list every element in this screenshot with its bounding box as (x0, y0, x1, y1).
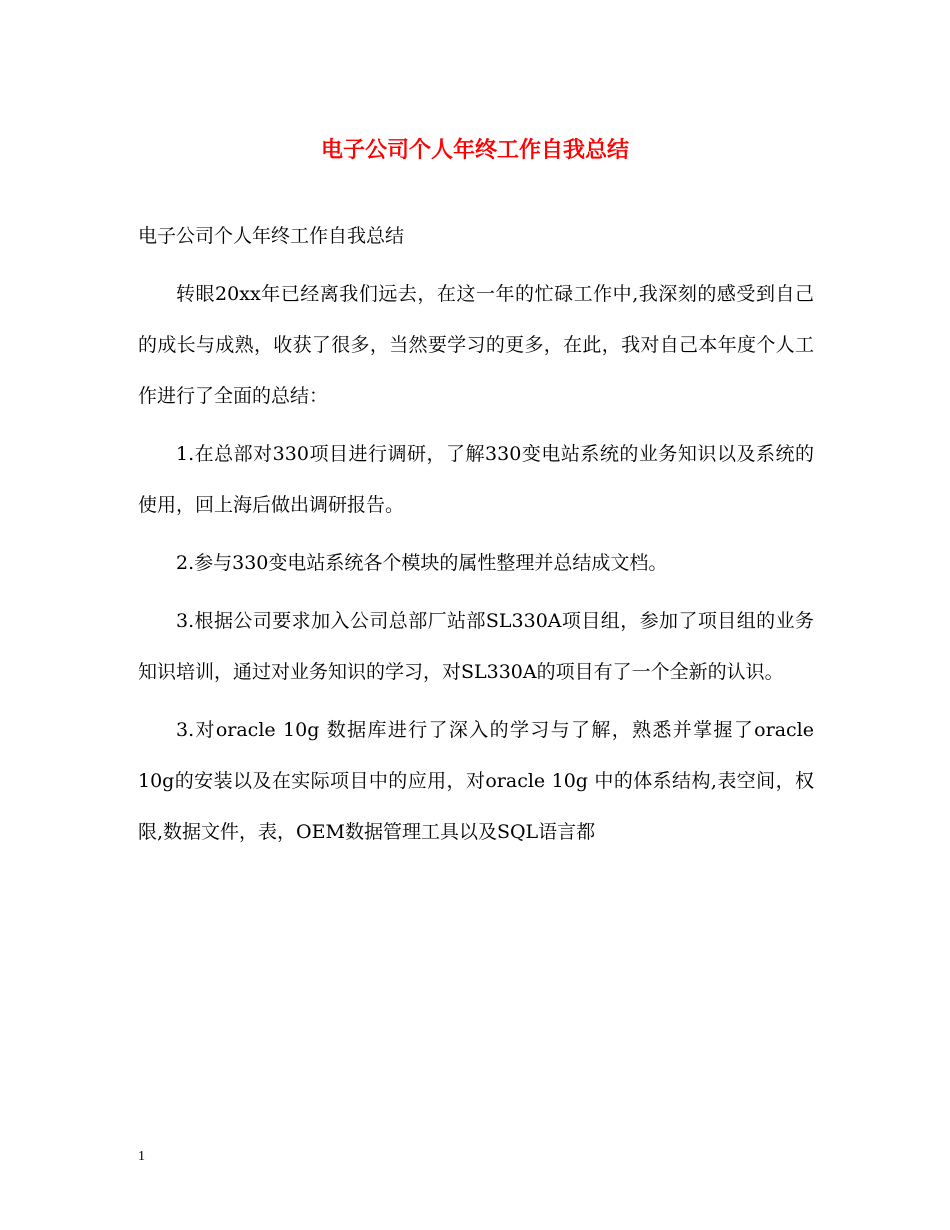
page-number: 1 (138, 1149, 145, 1164)
document-body (138, 216, 814, 865)
document-subtitle: 电子公司个人年终工作自我总结 (138, 225, 405, 247)
paragraph-item-3: 3.根据公司要求加入公司总部厂站部SL330A项目组，参加了项目组的业务知识培训，通过对业务知识的学习，对SL330A的项目有了一个全新的认识。 (138, 610, 814, 683)
document-title: 电子公司个人年终工作自我总结 (320, 137, 629, 163)
paragraph-item-4: 3.对oracle 10g 数据库进行了深入的学习与了解，熟悉并掌握了oracle 10g的安装以及在实际项目中的应用，对oracle 10g 中的体系结构,表空间，权限,数据文件，表，OEM数据管理工具以及SQL语言都 (138, 719, 814, 843)
paragraph-intro: 转眼20xx年已经离我们远去，在这一年的忙碌工作中,我深刻的感受到自己的成长与成熟，收获了很多，当然要学习的更多，在此，我对自己本年度个人工作进行了全面的总结： (138, 283, 814, 407)
paragraph-item-1: 1.在总部对330项目进行调研，了解330变电站系统的业务知识以及系统的使用，回上海后做出调研报告。 (138, 443, 814, 516)
paragraph-item-2: 2.参与330变电站系统各个模块的属性整理并总结成文档。 (176, 552, 668, 574)
